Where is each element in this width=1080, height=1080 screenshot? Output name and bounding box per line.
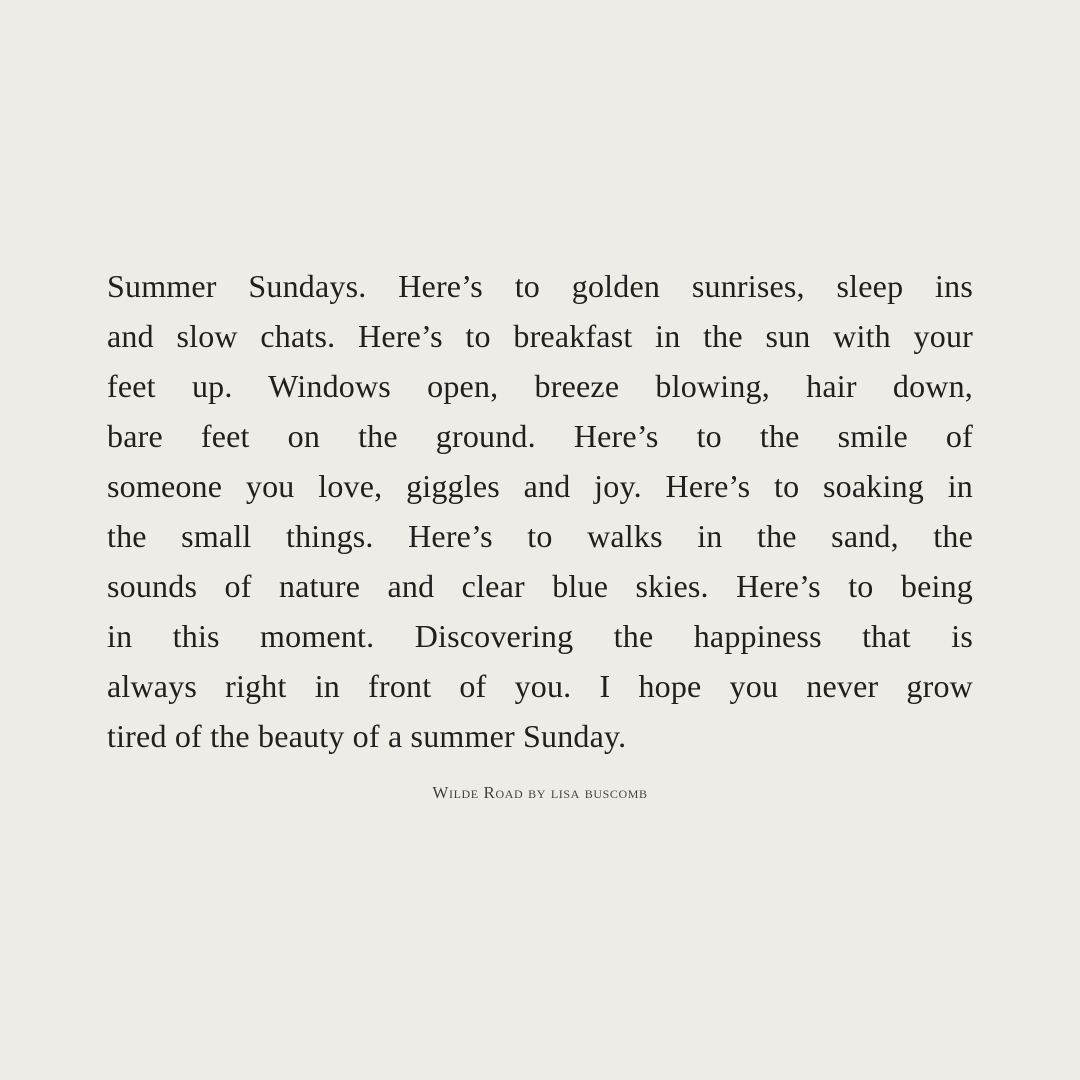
- quote-line: tired of the beauty of a summer Sunday.: [107, 718, 627, 754]
- quote-line: Summer Sundays. Here’s to golden sunrises, sleep ins: [107, 268, 973, 304]
- quote-line: and slow chats. Here’s to breakfast in the sun with your: [107, 318, 973, 354]
- quote-line: in this moment. Discovering the happiness that is: [107, 618, 973, 654]
- quote-line: someone you love, giggles and joy. Here’s to soaking in: [107, 468, 973, 504]
- quote-line: feet up. Windows open, breeze blowing, hair down,: [107, 368, 973, 404]
- quote-line: always right in front of you. I hope you never grow: [107, 668, 973, 704]
- quote-text: [107, 261, 973, 761]
- quote-line: bare feet on the ground. Here’s to the smile of: [107, 418, 973, 454]
- attribution: Wilde Road by lisa buscomb: [432, 783, 648, 802]
- quote-line: sounds of nature and clear blue skies. Here’s to being: [107, 568, 973, 604]
- quote-line: the small things. Here’s to walks in the sand, the: [107, 518, 973, 554]
